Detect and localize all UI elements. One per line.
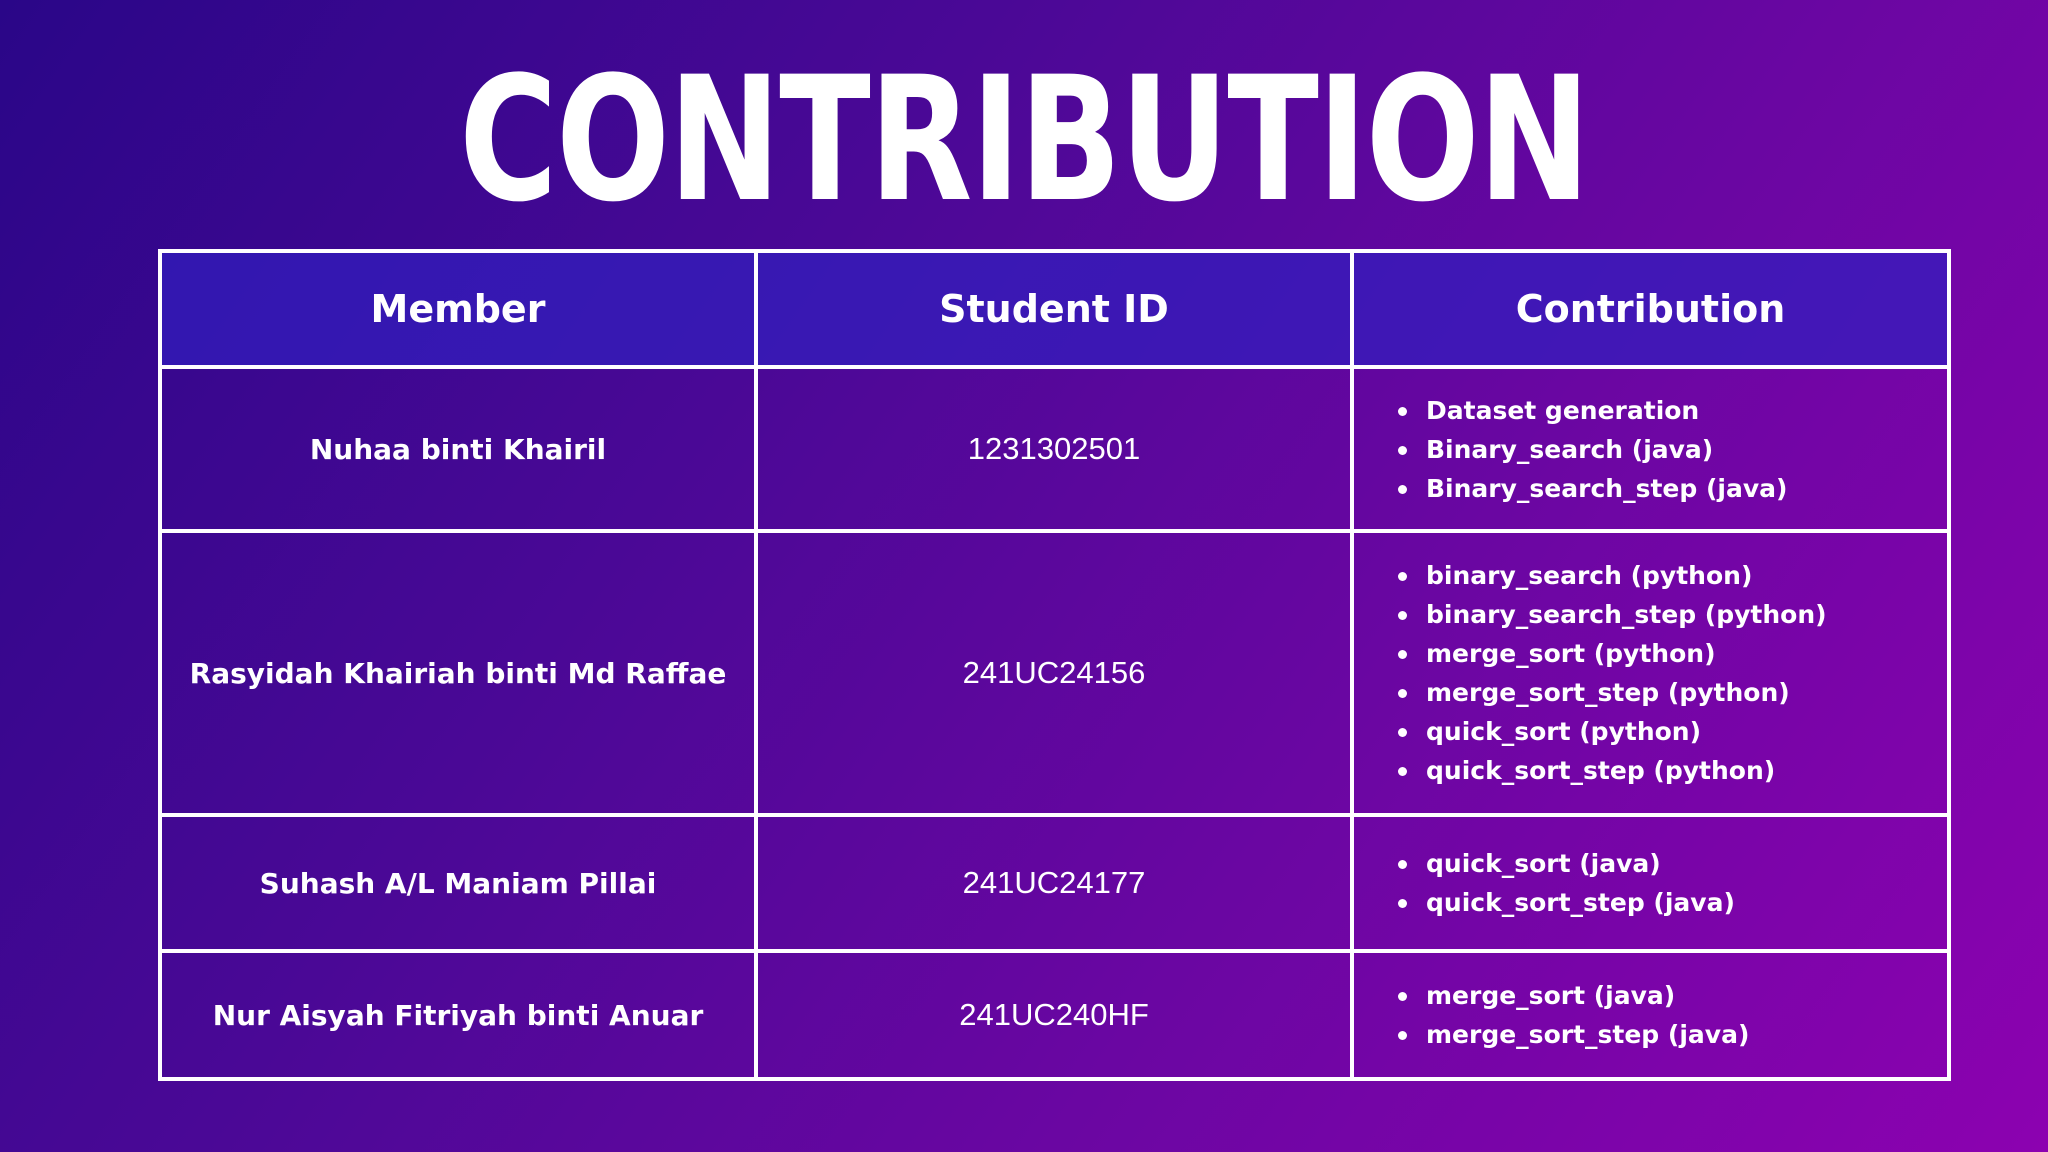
contribution-item: binary_search_step (python) bbox=[1398, 595, 1947, 634]
contribution-item: merge_sort_step (java) bbox=[1398, 1015, 1947, 1054]
member-name: Suhash A/L Maniam Pillai bbox=[160, 815, 756, 951]
contribution-item: quick_sort_step (java) bbox=[1398, 883, 1947, 922]
student-id: 241UC240HF bbox=[756, 951, 1352, 1079]
student-id: 241UC24177 bbox=[756, 815, 1352, 951]
header-member: Member bbox=[160, 251, 756, 367]
page-title: CONTRIBUTION bbox=[459, 39, 1589, 240]
contribution-item: binary_search (python) bbox=[1398, 556, 1947, 595]
contribution-item: Dataset generation bbox=[1398, 391, 1947, 430]
student-id: 1231302501 bbox=[756, 367, 1352, 531]
contribution-cell bbox=[1352, 531, 1949, 815]
member-name: Nuhaa binti Khairil bbox=[160, 367, 756, 531]
contribution-item: quick_sort_step (python) bbox=[1398, 751, 1947, 790]
contribution-list bbox=[1354, 391, 1947, 508]
student-id: 241UC24156 bbox=[756, 531, 1352, 815]
contribution-list bbox=[1354, 976, 1947, 1054]
table-row bbox=[160, 815, 1949, 951]
member-name: Nur Aisyah Fitriyah binti Anuar bbox=[160, 951, 756, 1079]
contribution-item: Binary_search (java) bbox=[1398, 430, 1947, 469]
table-row bbox=[160, 367, 1949, 531]
contribution-item: quick_sort (java) bbox=[1398, 844, 1947, 883]
contribution-table bbox=[158, 249, 1951, 1081]
contribution-cell bbox=[1352, 951, 1949, 1079]
contribution-item: merge_sort (python) bbox=[1398, 634, 1947, 673]
contribution-item: Binary_search_step (java) bbox=[1398, 469, 1947, 508]
contribution-list bbox=[1354, 556, 1947, 790]
header-student-id: Student ID bbox=[756, 251, 1352, 367]
contribution-cell bbox=[1352, 815, 1949, 951]
contribution-item: quick_sort (python) bbox=[1398, 712, 1947, 751]
contribution-item: merge_sort (java) bbox=[1398, 976, 1947, 1015]
table-header-row bbox=[160, 251, 1949, 367]
table-row bbox=[160, 951, 1949, 1079]
table-row bbox=[160, 531, 1949, 815]
member-name: Rasyidah Khairiah binti Md Raffae bbox=[160, 531, 756, 815]
header-contribution: Contribution bbox=[1352, 251, 1949, 367]
contribution-list bbox=[1354, 844, 1947, 922]
contribution-cell bbox=[1352, 367, 1949, 531]
contribution-item: merge_sort_step (python) bbox=[1398, 673, 1947, 712]
